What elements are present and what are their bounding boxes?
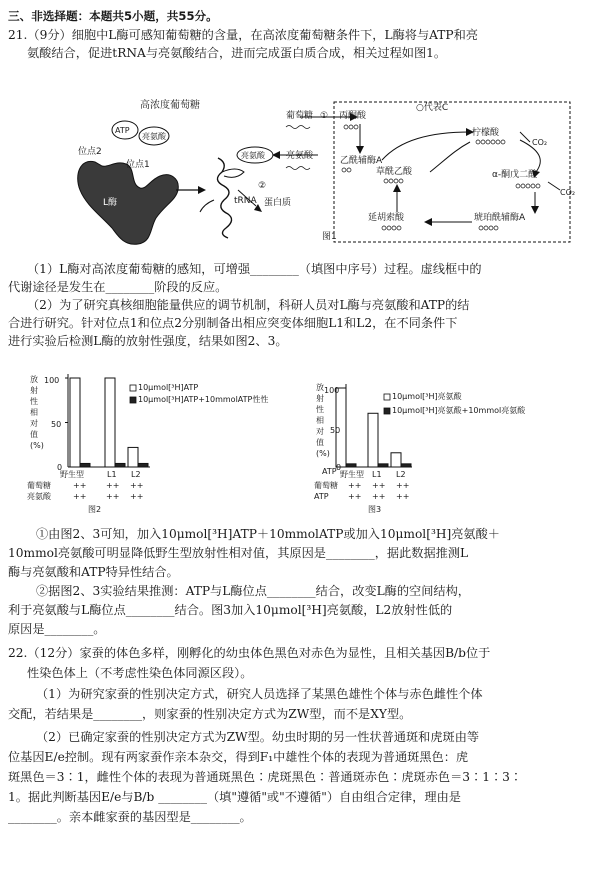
- chart3-bar-2-1: [401, 464, 411, 467]
- fig3-cat-l2: L2: [396, 470, 406, 479]
- fig1-leucine-circle: 亮氨酸: [142, 132, 166, 141]
- fig1-succinyl: 琥珀酰辅酶A: [474, 213, 526, 223]
- fig3-r1c3: ++: [396, 481, 410, 490]
- q22-p2-line3: 斑黑色＝3∶1，雌性个体的表现为普通斑黑色∶虎斑黑色∶普通斑赤色∶虎斑赤色＝3∶1∶3∶: [8, 770, 523, 784]
- fig3-r2c3: ++: [396, 492, 410, 501]
- fig1-co2-a: CO₂: [532, 138, 548, 147]
- fig1-high-glucose: 高浓度葡萄糖: [140, 100, 200, 111]
- chart2-legend-swatch-0: [130, 385, 136, 391]
- fig2-cat-wild: 野生型: [60, 470, 84, 479]
- fig1-ketoglutarate: α-酮戊二酸: [492, 170, 538, 180]
- q21-sub2-line3: 原因是________。: [8, 622, 106, 636]
- chart3-bar-0-1: [346, 464, 356, 467]
- fig1-num2: ②: [258, 181, 267, 191]
- fig1-leucine-node: 亮氨酸: [241, 151, 265, 160]
- fig3-title: 图3: [368, 505, 382, 514]
- fig3-legend-1: 10μmol[³H]亮氨酸: [392, 392, 462, 401]
- fig1-fumarate: 延胡索酸: [368, 213, 405, 223]
- fig1-site1: 位点1: [126, 160, 150, 170]
- fig1-num1: ①: [320, 111, 329, 121]
- q21-p1-line1: （1）L酶对高浓度葡萄糖的感知，可增强________（填图中序号）过程。虚线框中的: [27, 262, 482, 276]
- fig1-co2-b: CO₂: [560, 188, 576, 197]
- fig3-r1c2: ++: [372, 481, 386, 490]
- fig2-r1c3: ++: [130, 481, 144, 490]
- q22-p2-line5: ________。亲本雌家蚕的基因型是________。: [8, 810, 252, 824]
- chart2-bar-2-1: [138, 463, 148, 467]
- fig1-atp: ATP: [115, 126, 130, 135]
- fig1-oxaloacetate: 草酰乙酸: [376, 167, 413, 177]
- chart2-bar-1-1: [115, 463, 125, 467]
- fig2-r2c2: ++: [106, 492, 120, 501]
- q21-p2-line1: （2）为了研究真核细胞能量供应的调节机制，科研人员对L酶与亮氨酸和ATP的结: [27, 298, 470, 312]
- chart2-bar-0-0: [70, 378, 80, 467]
- fig2-ylabel: 放射性相对值(%): [30, 375, 44, 450]
- fig2-r1c2: ++: [106, 481, 120, 490]
- fig2-ytick-50: 50: [51, 420, 62, 429]
- fig2-r2c1: ++: [73, 492, 87, 501]
- q22-p2-line4: 1。据此判断基因E/e与B/b ________（填"遵循"或"不遵循"）自由组合定律，理由是: [8, 790, 461, 804]
- q21-sub1-line2: 10mmol亮氨酸可明显降低野生型放射性相对值，其原因是________，据此数据推测L: [8, 546, 469, 560]
- q21-sub1-line1: ①由图2、3可知，加入10μmol[³H]ATP＋10mmolATP或加入10μmol[³H]亮氨酸＋: [36, 527, 500, 541]
- fig2-cat-l2: L2: [131, 470, 141, 479]
- fig1-leucine-left: 亮氨酸: [286, 151, 314, 161]
- fig3-cat-wild: 野生型: [340, 470, 364, 479]
- q21-p2-line2: 合进行研究。针对位点1和位点2分别制备出相应突变体细胞L1和L2，在不同条件下: [8, 316, 458, 330]
- fig2-ytick-100: 100: [44, 376, 60, 385]
- fig2-legend-1: 10μmol[³H]ATP: [138, 383, 199, 392]
- fig1-site2: 位点2: [78, 147, 102, 157]
- fig1-pyruvate: 丙酮酸: [339, 111, 367, 121]
- q21-p1-line2: 代谢途径是发生在________阶段的反应。: [8, 280, 228, 294]
- fig1-represents-c: ○代表C: [416, 103, 449, 113]
- chart3-legend-swatch-0: [384, 394, 390, 400]
- fig3-ytick-0: 0: [336, 463, 342, 472]
- chart2-bar-0-1: [80, 463, 90, 467]
- fig1-acetyl-coa: 乙酰辅酶A: [340, 156, 383, 166]
- fig3-row-label-1: 葡萄糖: [314, 481, 338, 490]
- q22-p1-line2: 交配，若结果是________，则家蚕的性别决定方式为ZW型，而不是XY型。: [8, 707, 412, 721]
- fig2-r1c1: ++: [73, 481, 87, 490]
- q21-sub1-line3: 酶与亮氨酸和ATP特异性结合。: [8, 565, 179, 579]
- fig3-cat-l1: L1: [372, 470, 382, 479]
- fig2-r2c3: ++: [130, 492, 144, 501]
- fig3-r1c1: ++: [348, 481, 362, 490]
- chart3-bar-2-0: [391, 453, 401, 467]
- q22-p2-line2: 位基因E/e控制。现有两家蚕作亲本杂交，得到F₁中雄性个体的表现为普通斑黑色：虎: [8, 750, 469, 764]
- fig1-l-enzyme: L酶: [103, 198, 118, 208]
- fig1-glucose: 葡萄糖: [286, 111, 314, 121]
- q21-sub2-line2: 利于亮氨酸与L酶位点________结合。图3加入10μmol[³H]亮氨酸，L2放射性低的: [8, 603, 453, 617]
- fig1-label: 图1: [322, 232, 337, 242]
- fig3-row-label-2: ATP: [314, 492, 329, 501]
- q21-stem-line2: 氨酸结合，促进tRNA与亮氨酸结合，进而完成蛋白质合成，相关过程如图1。: [27, 46, 447, 60]
- fig2-row-label-1: 葡萄糖: [27, 481, 51, 490]
- chart3-bar-1-1: [378, 464, 388, 467]
- fig1-trna: tRNA: [234, 196, 257, 206]
- fig3-r2c2: ++: [372, 492, 386, 501]
- fig2-row-label-2: 亮氨酸: [27, 492, 51, 501]
- fig2-cat-l1: L1: [107, 470, 117, 479]
- fig3-ytick-50: 50: [330, 426, 341, 435]
- chart3-legend-swatch-1: [384, 408, 390, 414]
- fig2-ytick-0: 0: [57, 463, 63, 472]
- q22-p1-line1: （1）为研究家蚕的性别决定方式，研究人员选择了某黑色雄性个体与赤色雌性个体: [36, 687, 483, 701]
- q22-p2-line1: （2）已确定家蚕的性别决定方式为ZW型。幼虫时期的另一性状普通斑和虎斑由等: [36, 730, 480, 744]
- q22-stem-line2: 性染色体上（不考虑性染色体同源区段）。: [27, 666, 253, 680]
- fig3-ylabel: 放射性相对值(%): [316, 383, 330, 458]
- fig2-legend-2: 10μmol[³H]ATP+10mmolATP性性: [138, 395, 269, 404]
- chart2-bar-1-0: [105, 378, 115, 467]
- chart3-bar-1-0: [368, 413, 378, 467]
- q21-stem-line1: 21.（9分）细胞中L酶可感知葡萄糖的含量，在高浓度葡萄糖条件下，L酶将与ATP和亮: [8, 28, 478, 42]
- fig2-title: 图2: [88, 505, 102, 514]
- q21-sub2-line1: ②据图2、3实验结果推测：ATP与L酶位点________结合，改变L酶的空间结构，: [36, 584, 470, 598]
- section-title: 三、非选择题：本题共5小题，共55分。: [8, 9, 218, 23]
- chart2-bar-2-0: [128, 447, 138, 467]
- fig1-protein: 蛋白质: [264, 198, 292, 208]
- chart2-legend-swatch-1: [130, 397, 136, 403]
- fig3-ylabel-atp: ATP: [322, 467, 337, 476]
- fig3-legend-2: 10μmol[³H]亮氨酸+10mmol亮氨酸: [392, 406, 526, 415]
- fig1-citrate: 柠檬酸: [472, 128, 500, 138]
- q22-stem-line1: 22.（12分）家蚕的体色多样，刚孵化的幼虫体色黑色对赤色为显性，且相关基因B/b位于: [8, 646, 491, 660]
- fig3-r2c1: ++: [348, 492, 362, 501]
- fig3-ytick-100: 100: [324, 386, 340, 395]
- q21-p2-line3: 进行实验后检测L酶的放射性强度，结果如图2、3。: [8, 334, 288, 348]
